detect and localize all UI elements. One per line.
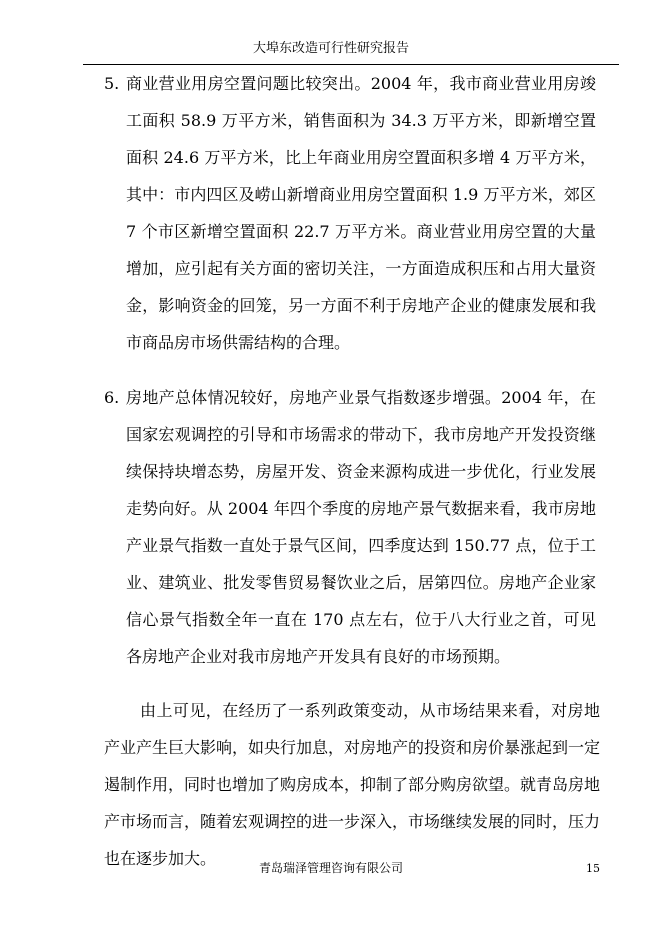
list-item-number: 6. <box>104 388 120 407</box>
list-item-number: 5. <box>104 74 120 93</box>
footer-company-name: 青岛瑞泽管理咨询有限公司 <box>258 861 403 875</box>
page-number: 15 <box>586 862 600 875</box>
list-item-text: 房地产总体情况较好，房地产业景气指数逐步增强。2004 年，在国家宏观调控的引导和市场需求的带动下，我市房地产开发投资继续保持块增态势，房屋开发、资金来源构成进一步优化，行业发展走势向好。从 2004 年四个季度的房地产景气数据来看，我市房地产业景气指数一直处于景气区间，四季度达到 150.77 点，位于工业、建筑业、批发零售贸易餐饮业之后，居第四位。房地产企业家信心景气指数全年一直在 170 点左右，位于八大行业之首，可见各房地产企业对我市房地产开发具有良好的市场预期。 <box>126 388 596 666</box>
list-item-text: 商业营业用房空置问题比较突出。2004 年，我市商业营业用房竣工面积 58.9 万平方米，销售面积为 34.3 万平方米，即新增空置面积 24.6 万平方米，比上年商业用房空置面积多增 4 万平方米，其中：市内四区及崂山新增商业用房空置面积 1.9 万平方米，郊区 7 个市区新增空置面积 22.7 万平方米。商业营业用房空置的大量增加，应引起有关方面的密切关注，一方面造成积压和占用大量资金，影响资金的回笼，另一方面不利于房地产企业的健康发展和我市商品房市场供需结构的合理。 <box>126 74 596 352</box>
conclusion-paragraph: 由上可见，在经历了一系列政策变动，从市场结果来看，对房地产业产生巨大影响，如央行加息，对房地产的投资和房价暴涨起到一定遏制作用，同时也增加了购房成本，抑制了部分购房欲望。就青岛房地产市场而言，随着宏观调控的进一步深入，市场继续发展的同时，压力也在逐步加大。 <box>104 701 601 868</box>
page-header-title: 大埠东改造可行性研究报告 <box>252 41 409 56</box>
